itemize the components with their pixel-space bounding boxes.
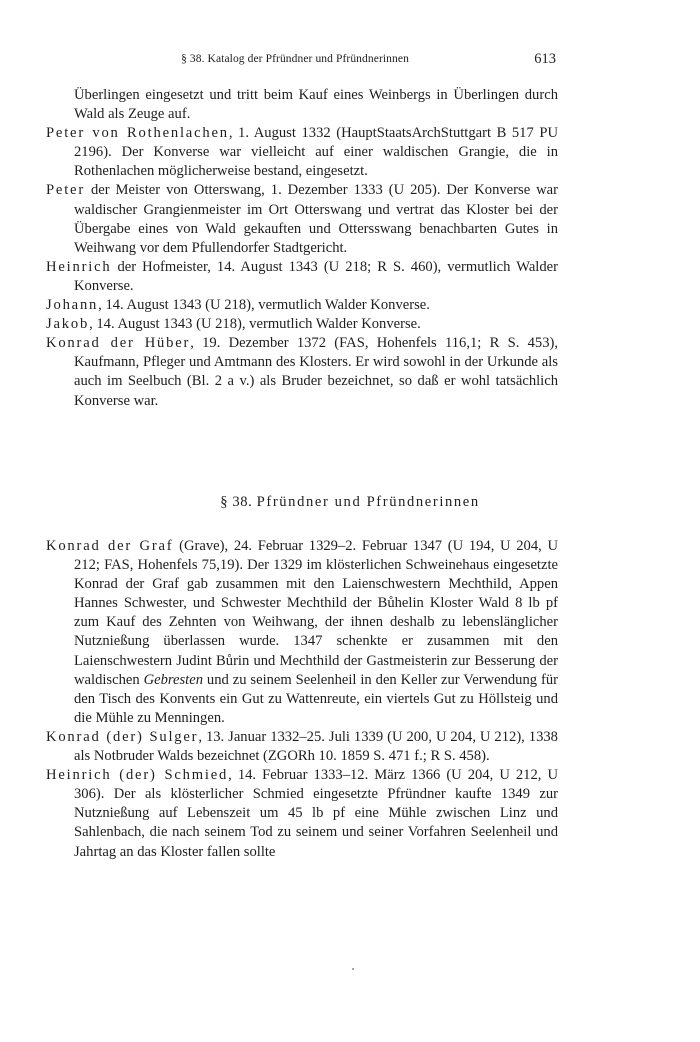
entry-konrad-der-hueber — [46, 334, 558, 410]
catalog-part-1 — [46, 86, 558, 411]
entry-text: (Grave), 24. Februar 1329–2. Februar 1347 (U 194, U 204, U 212; FAS, Hohenfels 75,19). Der 1329 im klösterlichen Schweinehaus eingesetzte Konrad der Graf gab zusammen mit den Laienschwestern Mechthild, Appen Hannes Schwester, und Schwester Mechthild der Bůhelin Kloster Wald 8 lb pf zum Kauf des Zehnten von Weihwang, der ihnen deshalb zu lebenslänglicher Nutznießung überlassen wurde. 1347 schenkte er zusammen mit den Laienschwestern Judint Bůrin und Mechthild der Gastmeisterin zur Besserung der waldischen — [74, 538, 558, 688]
print-speck — [352, 968, 354, 970]
entry-text: Überlingen eingesetzt und tritt beim Kauf eines Weinbergs in Überlingen durch Wald als Zeuge auf. — [74, 87, 558, 123]
page-number: 613 — [534, 51, 556, 67]
running-title: § 38. Katalog der Pfründner und Pfründnerinnen — [181, 53, 409, 65]
entry-name: Heinrich (der) Schmied — [46, 767, 229, 784]
entry-konrad-der-graf — [46, 537, 558, 728]
entry-italic-term: Gebresten — [143, 671, 204, 688]
section-title-text: Pfründner und Pfründnerinnen — [256, 494, 480, 510]
entry-name: Heinrich — [46, 258, 112, 275]
entry-peter-meister — [46, 181, 558, 257]
entry-name: Jakob — [46, 316, 90, 333]
entry-name: Konrad der Hüber — [46, 335, 191, 352]
entry-name: Konrad (der) Sulger — [46, 728, 199, 745]
entry-text: , 13. Januar 1332–25. Juli 1339 (U 200, U 204, U 212), 1338 als Notbruder Walds bezeichnet (ZGORh 10. 1859 S. 471 f.; R S. 458). — [74, 728, 558, 765]
catalog-part-2 — [46, 537, 558, 862]
entry-heinrich-schmied — [46, 766, 558, 861]
entry-text: , 14. August 1343 (U 218), vermutlich Walder Konverse. — [89, 316, 421, 333]
section-number: § 38. — [220, 494, 253, 510]
entry-peter-von-rothenlachen — [46, 124, 558, 181]
entry-text: der Meister von Otterswang, 1. Dezember 1333 (U 205). Der Konverse war waldischer Grangienmeister im Ort Otterswang und vertrat das Kloster bei der Übergabe eines von Wald gekauften und Ottersswang benachbarten Gutes in Weihwang vor dem Pfullendorfer Stadtgericht. — [74, 182, 558, 256]
entry-text: der Hofmeister, 14. August 1343 (U 218; R S. 460), vermutlich Walder Konverse. — [74, 258, 558, 294]
entry-konrad-sulger — [46, 728, 558, 766]
entry-text: , 14. Februar 1333–12. März 1366 (U 204, U 212, U 306). Der als klösterlicher Schmied eingesetzte Pfründner kaufte 1349 zur Nutznießung auf Lebenszeit um 45 lb pf eine Mühle zwischen Linz und Sahlenbach, die nach seinem Tod zu seinem und seiner Vorfahren Seelenheil und Jahrtag an das Kloster fallen sollte — [74, 767, 558, 860]
section-heading — [0, 494, 700, 511]
entry-name: Johann — [46, 297, 99, 314]
entry-text: , 1. August 1332 (HauptStaatsArchStuttgart B 517 PU 2196). Der Konverse war vielleicht auf einer waldischen Grangie, die in Rothenlachen möglicherweise bestand, eingesetzt. — [74, 125, 558, 180]
entry-text: , 19. Dezember 1372 (FAS, Hohenfels 116,1; R S. 453), Kaufmann, Pfleger und Amtmann des Klosters. Er wird sowohl in der Urkunde als auch im Seelbuch (Bl. 2 a v.) als Bruder bezeichnet, so daß er wohl tatsächlich Konverse war. — [74, 335, 559, 409]
entry-name: Peter — [46, 182, 85, 199]
page-header — [44, 50, 556, 72]
entry-continuation — [46, 86, 558, 124]
entry-text: und zu seinem Seelenheil in den Keller zur Verwendung für den Tisch des Konvents ein Gut zu Wattenreute, ein viertels Gut zu Höllsteig und die Mühle zu Menningen. — [74, 671, 558, 726]
entry-name: Peter von Rothenlachen — [46, 125, 229, 142]
entry-jakob — [46, 315, 558, 334]
entry-johann — [46, 296, 558, 315]
entry-text: , 14. August 1343 (U 218), vermutlich Walder Konverse. — [98, 297, 430, 314]
entry-name: Konrad der Graf — [46, 538, 174, 554]
entry-heinrich-hofmeister — [46, 258, 558, 296]
